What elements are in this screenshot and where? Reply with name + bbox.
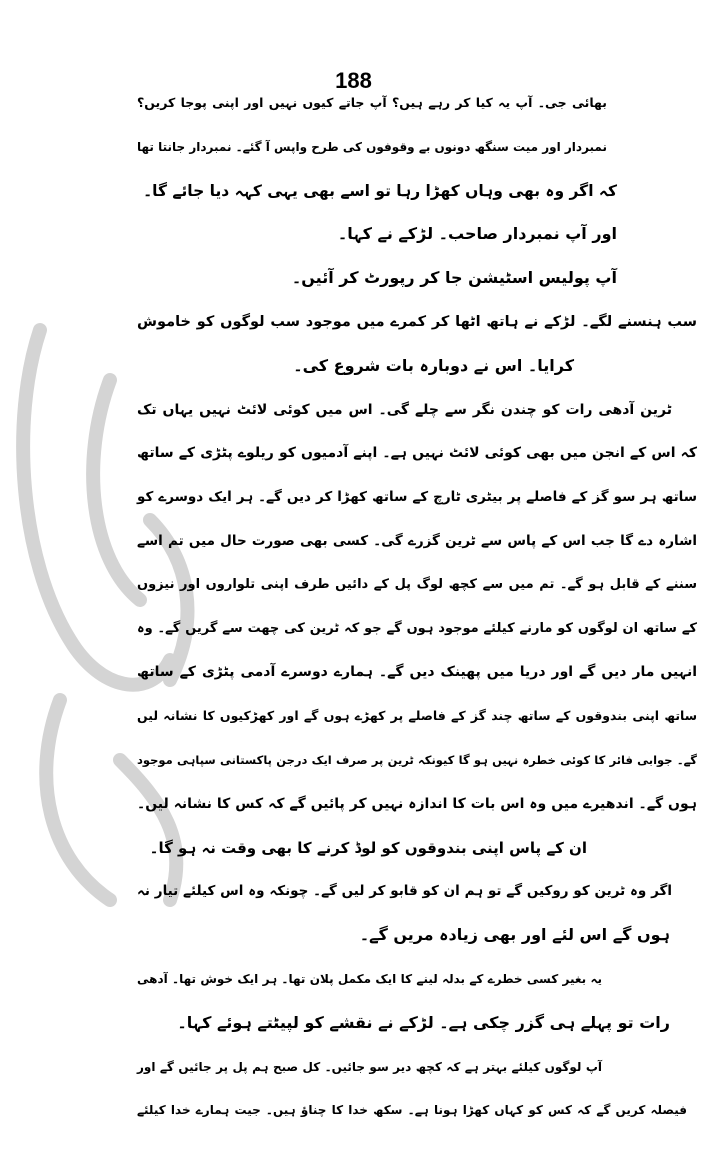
text-line: کے ساتھ ان لوگوں کو مارنے کیلئے موجود ہوں گے جو کہ ٹرین کی چھت سے گریں گے۔ وہ — [137, 621, 697, 636]
text-line: فیصلہ کریں گے کہ کس کو کہاں کھڑا ہونا ہے۔ سکھ خدا کا چناؤ ہیں۔ جیت ہمارے خدا کیلئے — [137, 1103, 687, 1117]
text-line: رات تو پہلے ہی گزر چکی ہے۔ لڑکے نے نقشے کو لپیٹتے ہوئے کہا۔ — [177, 1013, 670, 1032]
text-line: کہ اس کے انجن میں بھی کوئی لائٹ نہیں ہے۔ اپنے آدمیوں کو ریلوے پٹڑی کے ساتھ — [137, 445, 697, 461]
page-number: 188 — [335, 68, 372, 93]
text-line: ہوں گے۔ اندھیرے میں وہ اس بات کا اندازہ نہیں کر پائیں گے کہ کس کا نشانہ لیں۔ — [137, 796, 697, 812]
text-line: ان کے پاس اپنی بندوقوں کو لوڈ کرنے کا بھی وقت نہ ہو گا۔ — [149, 839, 587, 857]
text-line: ٹرین آدھی رات کو چندن نگر سے چلے گی۔ اس میں کوئی لائٹ نہیں یہاں تک — [137, 402, 672, 418]
text-line: آپ پولیس اسٹیشن جا کر رپورٹ کر آئیں۔ — [291, 268, 617, 287]
text-line: آپ لوگوں کیلئے بہتر ہے کہ کچھ دیر سو جائیں۔ کل صبح ہم پل پر جائیں گے اور — [137, 1060, 602, 1074]
text-line: اگر وہ ٹرین کو روکیں گے تو ہم ان کو قابو کر لیں گے۔ چونکہ وہ اس کیلئے تیار نہ — [137, 883, 672, 899]
text-line: سب ہنسنے لگے۔ لڑکے نے ہاتھ اٹھا کر کمرے میں موجود سب لوگوں کو خاموش — [137, 314, 697, 330]
text-line: اشارہ دے گا جب اس کے پاس سے ٹرین گزرے گی۔ کسی بھی صورت حال میں تم اسے — [137, 533, 697, 549]
text-line: اور آپ نمبردار صاحب۔ لڑکے نے کہا۔ — [337, 224, 617, 243]
text-line: کہ اگر وہ بھی وہاں کھڑا رہا تو اسے بھی یہی کہہ دیا جائے گا۔ — [143, 182, 617, 200]
text-line: سننے کے قابل ہو گے۔ تم میں سے کچھ لوگ پل کے دائیں طرف اپنی تلواروں اور نیزوں — [137, 577, 697, 592]
text-line: ساتھ اپنی بندوقوں کے ساتھ چند گز کے فاصلے پر کھڑے ہوں گے اور کھڑکیوں کا نشانہ لیں — [137, 708, 697, 723]
text-line: ہوں گے اس لئے اور بھی زیادہ مریں گے۔ — [359, 925, 670, 944]
text-line: یہ بغیر کسی خطرے کے بدلہ لینے کا ایک مکمل پلان تھا۔ ہر ایک خوش تھا۔ آدھی — [137, 972, 602, 986]
text-line: نمبردار اور میت سنگھ دونوں بے وقوفوں کی طرح واپس آ گئے۔ نمبردار جانتا تھا — [137, 140, 607, 154]
text-line: گے۔ جوابی فائر کا کوئی خطرہ نہیں ہو گا کیونکہ ٹرین پر صرف ایک درجن پاکستانی سپاہی موجود — [137, 753, 697, 767]
text-line: انہیں مار دیں گے اور دریا میں پھینک دیں گے۔ ہمارے دوسرے آدمی پٹڑی کے ساتھ — [137, 664, 697, 680]
text-line: کرایا۔ اس نے دوبارہ بات شروع کی۔ — [293, 356, 574, 375]
text-line: ساتھ ہر سو گز کے فاصلے پر بیٹری ٹارچ کے ساتھ کھڑا کر دیں گے۔ ہر ایک دوسرے کو — [137, 489, 697, 505]
text-line: بھائی جی۔ آپ یہ کیا کر رہے ہیں؟ آپ جاتے کیوں نہیں اور اپنی پوجا کریں؟ — [137, 95, 607, 110]
